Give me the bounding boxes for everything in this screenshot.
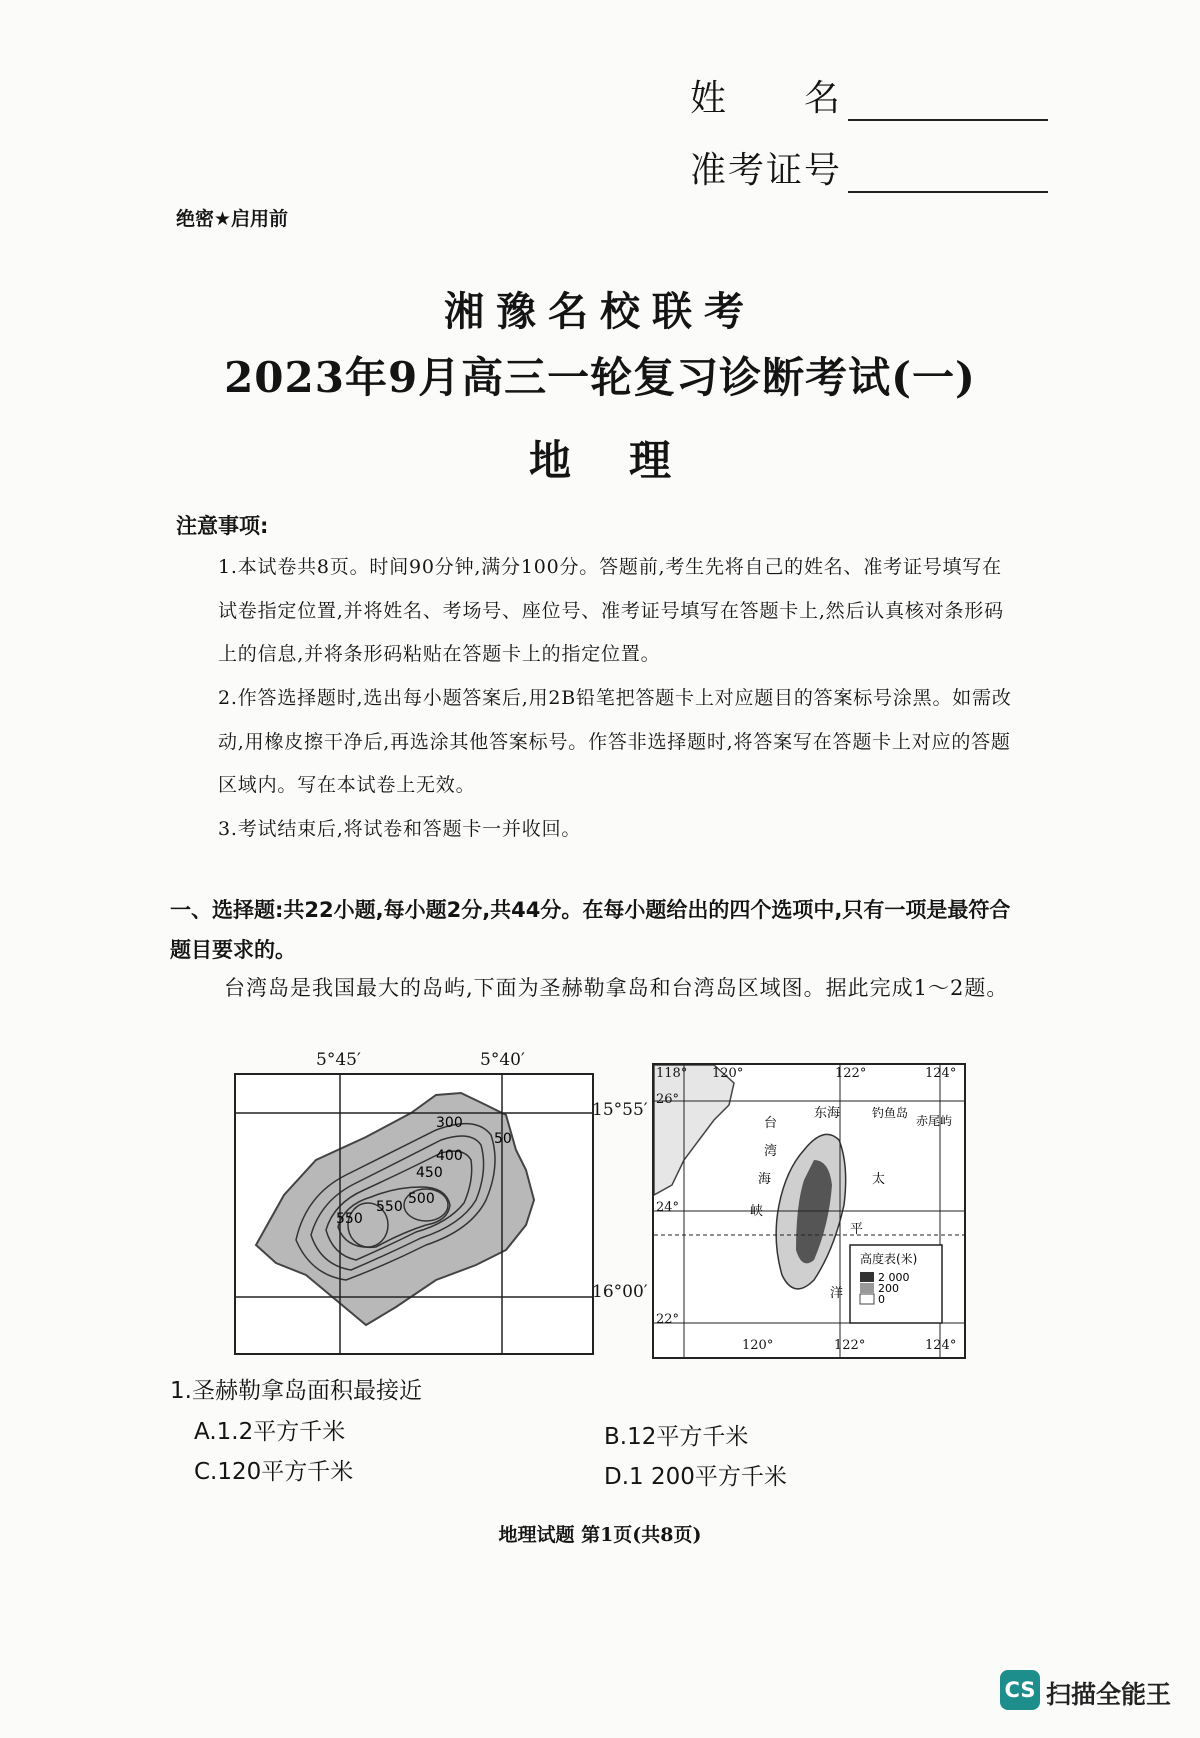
contour-label: 500 bbox=[408, 1191, 435, 1207]
confidential-mark: 绝密★启用前 bbox=[176, 208, 289, 230]
lat-label: 16°00′ bbox=[592, 1282, 648, 1302]
option-d: D.1 200平方千米 bbox=[604, 1464, 787, 1490]
option-b: B.12平方千米 bbox=[604, 1424, 749, 1450]
option-a: A.1.2平方千米 bbox=[194, 1419, 346, 1445]
mainland-coast bbox=[654, 1065, 734, 1195]
legend-swatch-high bbox=[860, 1272, 874, 1282]
legend-swatch-mid bbox=[860, 1283, 874, 1293]
lon-label: 5°40′ bbox=[480, 1050, 525, 1070]
camscanner-logo: CS bbox=[1000, 1670, 1040, 1710]
contour-label: 450 bbox=[416, 1165, 443, 1181]
lat-label: 22° bbox=[656, 1312, 680, 1327]
place-label: 湾 bbox=[764, 1144, 778, 1159]
taiwan-map-svg bbox=[654, 1065, 964, 1357]
place-label: 海 bbox=[758, 1172, 772, 1187]
st-helena-map-svg bbox=[236, 1075, 592, 1353]
section-heading: 一、选择题:共22小题,每小题2分,共44分。在每小题给出的四个选项中,只有一项是最符合题目要求的。 bbox=[170, 898, 1011, 962]
legend-level: 200 bbox=[878, 1282, 899, 1295]
id-label: 准考证号 bbox=[690, 150, 843, 191]
legend-title: 高度表(米) bbox=[860, 1252, 918, 1266]
st-helena-map bbox=[234, 1073, 594, 1355]
notes-heading: 注意事项: bbox=[176, 514, 269, 538]
exam-title: 2023年9月高三一轮复习诊断考试(一) bbox=[224, 353, 976, 402]
lon-label: 124° bbox=[925, 1338, 957, 1353]
lat-label: 26° bbox=[656, 1092, 680, 1107]
place-label: 台 bbox=[764, 1116, 778, 1131]
name-label: 姓 名 bbox=[690, 78, 843, 119]
contour-label: 400 bbox=[436, 1148, 463, 1164]
exam-union-title: 湘豫名校联考 bbox=[444, 288, 756, 335]
taiwan-map bbox=[652, 1063, 966, 1359]
place-label: 赤尾屿 bbox=[916, 1114, 953, 1128]
id-field bbox=[690, 142, 1048, 193]
lon-label: 122° bbox=[835, 1066, 867, 1081]
option-c: C.120平方千米 bbox=[194, 1459, 354, 1485]
legend-level: 2 000 bbox=[878, 1271, 910, 1284]
lon-label: 120° bbox=[742, 1338, 774, 1353]
camscanner-text: 扫描全能王 bbox=[1046, 1680, 1172, 1709]
name-underline bbox=[848, 85, 1048, 121]
page-footer: 地理试题 第1页(共8页) bbox=[498, 1524, 702, 1546]
contour-label: 300 bbox=[436, 1115, 463, 1131]
lat-label: 15°55′ bbox=[592, 1100, 648, 1120]
question-stem: 1.圣赫勒拿岛面积最接近 bbox=[170, 1378, 422, 1404]
lon-label: 122° bbox=[834, 1338, 866, 1353]
legend-level: 0 bbox=[878, 1293, 885, 1306]
place-label: 太 bbox=[872, 1172, 886, 1187]
place-label: 平 bbox=[850, 1222, 864, 1237]
lon-label: 120° bbox=[712, 1066, 744, 1081]
note-item-3: 3.考试结束后,将试卷和答题卡一并收回。 bbox=[218, 818, 582, 840]
place-label: 东海 bbox=[814, 1106, 841, 1121]
note-item-2: 2.作答选择题时,选出每小题答案后,用2B铅笔把答题卡上对应题目的答案标号涂黑。如需改动,用橡皮擦干净后,再选涂其他答案标号。作答非选择题时,将答案写在答题卡上对应的答题区域内。写在本试卷上无效。 bbox=[218, 687, 1012, 796]
place-label: 钓鱼岛 bbox=[872, 1106, 909, 1120]
subject-title: 地理 bbox=[528, 436, 729, 485]
contour-label: 550 bbox=[376, 1199, 403, 1215]
contour-label: 50 bbox=[494, 1131, 512, 1147]
lon-label: 124° bbox=[925, 1066, 957, 1081]
section-intro: 台湾岛是我国最大的岛屿,下面为圣赫勒拿岛和台湾岛区域图。据此完成1～2题。 bbox=[224, 976, 1009, 1000]
lon-label: 5°45′ bbox=[316, 1050, 361, 1070]
lat-label: 24° bbox=[656, 1200, 680, 1215]
place-label: 峡 bbox=[750, 1204, 764, 1219]
legend-swatch-low bbox=[860, 1294, 874, 1304]
lon-label: 118° bbox=[656, 1066, 688, 1081]
note-item-1: 1.本试卷共8页。时间90分钟,满分100分。答题前,考生先将自己的姓名、准考证号填写在试卷指定位置,并将姓名、考场号、座位号、准考证号填写在答题卡上,然后认真核对条形码上的信息,并将条形码粘贴在答题卡上的指定位置。 bbox=[218, 556, 1004, 665]
id-underline bbox=[848, 157, 1048, 193]
name-field bbox=[690, 70, 1048, 121]
place-label: 洋 bbox=[830, 1286, 844, 1301]
contour-label: 550 bbox=[336, 1211, 363, 1227]
